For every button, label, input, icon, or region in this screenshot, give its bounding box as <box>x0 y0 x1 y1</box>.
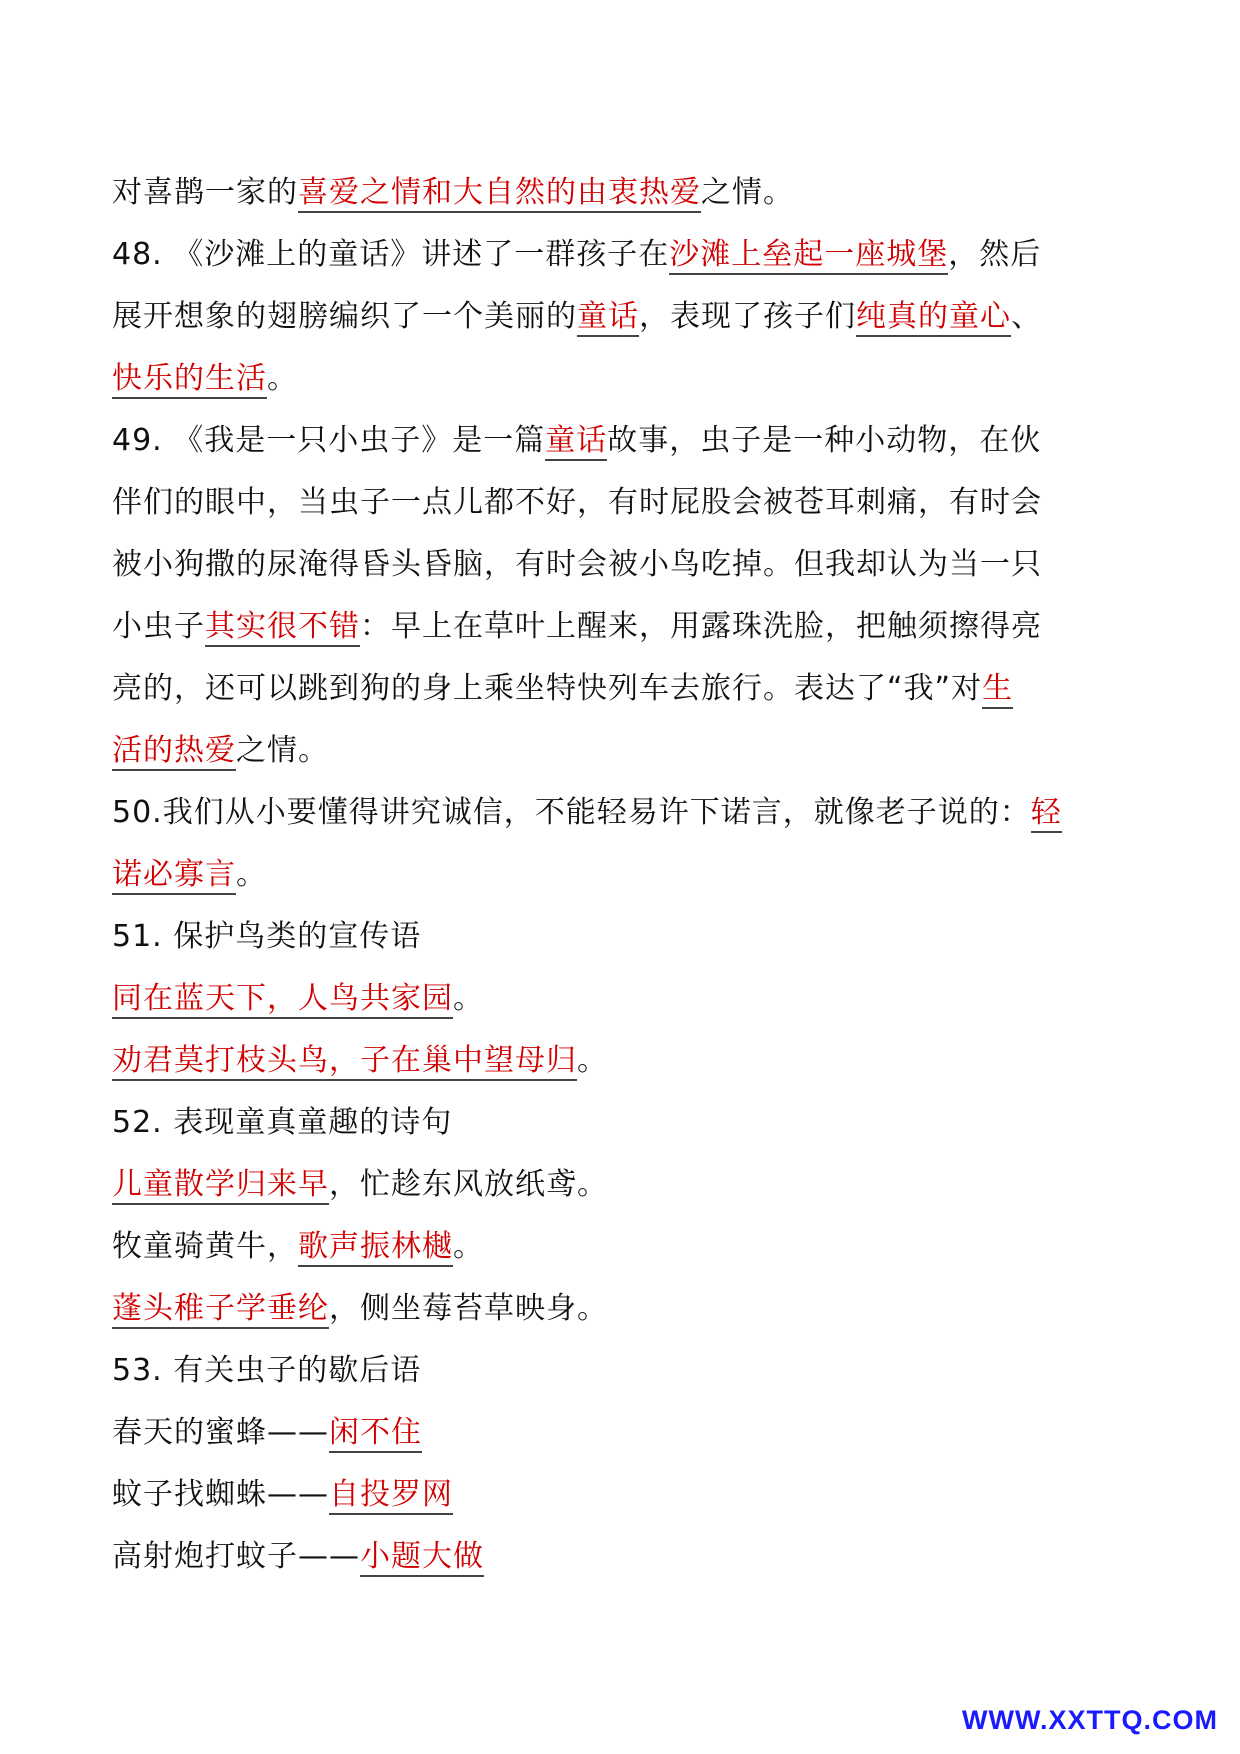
text-line <box>112 1526 1122 1588</box>
body-text: 。 <box>453 1229 484 1264</box>
answer-text: 闲不住 <box>329 1415 422 1453</box>
answer-text: 喜爱之情和大自然的由衷热爱 <box>298 175 701 213</box>
answer-text: 蓬头稚子学垂纶 <box>112 1291 329 1329</box>
body-text: 伴们的眼中，当虫子一点儿都不好，有时屁股会被苍耳刺痛，有时会 <box>112 485 1042 520</box>
body-text: 展开想象的翅膀编织了一个美丽的 <box>112 299 577 334</box>
body-text: 。 <box>267 361 298 396</box>
answer-text: 诺必寡言 <box>112 857 236 895</box>
body-text: 52. 表现童真童趣的诗句 <box>112 1105 453 1140</box>
text-line <box>112 1154 1122 1216</box>
body-text: 高射炮打蚊子—— <box>112 1539 360 1574</box>
answer-text: 生 <box>982 671 1013 709</box>
text-line <box>112 162 1122 224</box>
text-line <box>112 658 1122 720</box>
body-text: 。 <box>577 1043 608 1078</box>
answer-text: 劝君莫打枝头鸟，子在巢中望母归 <box>112 1043 577 1081</box>
answer-text: 轻 <box>1031 795 1062 833</box>
body-text: 故事，虫子是一种小动物，在伙 <box>607 423 1042 458</box>
text-line <box>112 782 1122 844</box>
text-line <box>112 1464 1122 1526</box>
body-text: ，然后 <box>948 237 1042 272</box>
text-line <box>112 1402 1122 1464</box>
body-text: 蚊子找蜘蛛—— <box>112 1477 329 1512</box>
text-line <box>112 286 1122 348</box>
text-line <box>112 1340 1122 1402</box>
answer-text: 儿童散学归来早 <box>112 1167 329 1205</box>
body-text: 春天的蜜蜂—— <box>112 1415 329 1450</box>
body-text: 小虫子 <box>112 609 205 644</box>
text-line <box>112 1216 1122 1278</box>
body-text: 牧童骑黄牛， <box>112 1229 298 1264</box>
site-watermark: WWW.XXTTQ.COM <box>962 1705 1218 1735</box>
body-text: 被小狗撒的尿淹得昏头昏脑，有时会被小鸟吃掉。但我却认为当一只 <box>112 547 1042 582</box>
body-text: 50.我们从小要懂得讲究诚信，不能轻易许下诺言，就像老子说的： <box>112 795 1031 830</box>
answer-text: 沙滩上垒起一座城堡 <box>669 237 948 275</box>
text-line <box>112 720 1122 782</box>
text-line <box>112 472 1122 534</box>
answer-text: 纯真的童心 <box>856 299 1011 337</box>
body-text: 亮的，还可以跳到狗的身上乘坐特快列车去旅行。表达了“我”对 <box>112 671 983 706</box>
answer-text: 小题大做 <box>360 1539 484 1577</box>
body-text: 51. 保护鸟类的宣传语 <box>112 919 422 954</box>
answer-text: 同在蓝天下，人鸟共家园 <box>112 981 453 1019</box>
answer-text: 童话 <box>577 299 639 337</box>
body-text: ：早上在草叶上醒来，用露珠洗脸，把触须擦得亮 <box>360 609 1042 644</box>
text-line <box>112 1030 1122 1092</box>
answer-text: 歌声振林樾 <box>298 1229 453 1267</box>
text-line <box>112 844 1122 906</box>
text-line <box>112 348 1122 410</box>
body-text: 、 <box>1011 299 1042 334</box>
text-line <box>112 410 1122 472</box>
body-text: 。 <box>236 857 267 892</box>
body-text: ，忙趁东风放纸鸢。 <box>329 1167 608 1202</box>
body-text: 。 <box>453 981 484 1016</box>
text-line <box>112 1278 1122 1340</box>
text-line <box>112 906 1122 968</box>
answer-text: 童话 <box>545 423 607 461</box>
body-text: 49. 《我是一只小虫子》是一篇 <box>112 423 546 458</box>
body-text: 53. 有关虫子的歇后语 <box>112 1353 422 1388</box>
body-text: 48. 《沙滩上的童话》讲述了一群孩子在 <box>112 237 670 272</box>
body-text: ，表现了孩子们 <box>639 299 856 334</box>
answer-text: 自投罗网 <box>329 1477 453 1515</box>
text-line <box>112 1092 1122 1154</box>
body-text: ，侧坐莓苔草映身。 <box>329 1291 608 1326</box>
body-text: 之情。 <box>701 175 794 210</box>
body-text: 对喜鹊一家的 <box>112 175 298 210</box>
document-body <box>112 162 1122 1588</box>
text-line <box>112 534 1122 596</box>
answer-text: 其实很不错 <box>205 609 360 647</box>
text-line <box>112 224 1122 286</box>
text-line <box>112 596 1122 658</box>
answer-text: 活的热爱 <box>112 733 236 771</box>
body-text: 之情。 <box>236 733 329 768</box>
answer-text: 快乐的生活 <box>112 361 267 399</box>
text-line <box>112 968 1122 1030</box>
